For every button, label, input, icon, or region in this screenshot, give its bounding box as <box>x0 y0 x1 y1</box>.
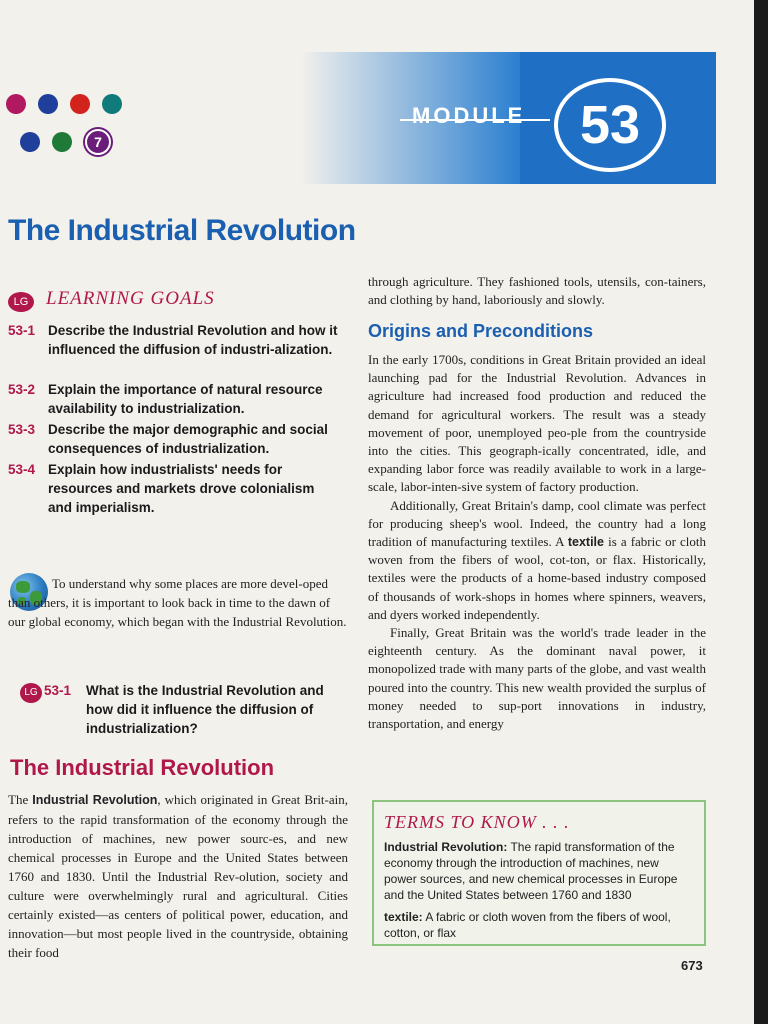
page-number: 673 <box>681 958 703 973</box>
text-run: The <box>8 792 33 807</box>
unit-dot-red <box>70 94 90 114</box>
key-term: textile <box>567 535 604 550</box>
question-text: What is the Industrial Revolution and how did it influence the diffusion of industrialization? <box>86 683 324 736</box>
text-run: , which originated in Great Brit-ain, refers to the rapid transformation of the economy through the introduction of machines, new power sourc-es, and new chemical processes in Europe and the United States between 1760 and 1830. Until the Industrial Rev-olution, society and culture were overwhelmingly rural and agricultural. Cities certainly existed—as centers of political power, education, and innovation—but most people lived in the countryside, obtaining their food <box>8 792 348 960</box>
term-definition <box>384 909 694 941</box>
goal-number: 53-1 <box>8 323 36 338</box>
page-edge-shadow <box>754 0 768 1024</box>
intro-paragraph: To understand why some places are more devel-oped than others, it is important to look back in time to the dawn of our global economy, which began with the Industrial Revolution. <box>8 576 347 629</box>
text-run: Additionally, Great Britain's damp, cool climate was perfect for producing sheep's wool. Indeed, the country had a long tradition of manufacturing textiles. A <box>368 497 706 550</box>
unit-dot-blue <box>20 132 40 152</box>
learning-goal-item <box>8 321 338 359</box>
body-paragraph: In the early 1700s, conditions in Great Britain provided an ideal launching pad for the Industrial Revolution. Advances in agriculture had increased food production and reduced the demand for agricultural workers. The result was a steady movement of poor, unemployed peo-ple from the countryside into the cities. This geograph-ically concentrated, idle, and expanding labor force was readily available to work in a large-scale, labor-inten-sive system of factory production. <box>368 352 706 495</box>
unit-dot-navy <box>38 94 58 114</box>
goal-number: 53-3 <box>8 422 36 437</box>
definition-text: The rapid transformation of the economy through the introduction of machines, new power sources, and new chemical processes in Europe and the United States between 1760 and 1830 <box>384 840 678 902</box>
terms-to-know-box <box>372 800 706 946</box>
page-title: The Industrial Revolution <box>8 214 356 247</box>
section-title: The Industrial Revolution <box>10 755 275 780</box>
right-column-body <box>368 351 706 733</box>
terms-heading: TERMS TO KNOW . . . <box>384 812 570 832</box>
goal-number: 53-2 <box>8 382 36 397</box>
definition-text: A fabric or cloth woven from the fibers of wool, cotton, or flax <box>384 910 671 940</box>
text-run: is a fabric or cloth woven from the fibers of wool, cot-ton, or flax. Historically, textiles were the products of a home-based industry composed of thousands of work-shops in homes where spinners, weavers, and dyers worked independently. <box>368 534 706 622</box>
term-label: textile: <box>384 910 423 924</box>
learning-goal-item <box>8 460 338 517</box>
continued-paragraph: through agriculture. They fashioned tools, utensils, con-tainers, and clothing by hand, laboriously and slowly. <box>368 274 706 308</box>
goal-text: Explain how industrialists' needs for resources and markets drove colonialism and imperialism. <box>48 462 315 515</box>
unit-dot-magenta <box>6 94 26 114</box>
goal-number: 53-4 <box>8 462 36 477</box>
term-definition <box>384 839 694 903</box>
module-number: 53 <box>554 78 666 172</box>
question-badge: LG <box>20 683 42 703</box>
unit-dot-green <box>52 132 72 152</box>
unit-dot-teal <box>102 94 122 114</box>
goal-text: Explain the importance of natural resource availability to industrialization. <box>48 382 323 416</box>
learning-goal-item <box>8 380 338 418</box>
goal-text: Describe the Industrial Revolution and how it influenced the diffusion of industri-alization. <box>48 323 338 357</box>
unit-number-badge: 7 <box>85 129 111 155</box>
key-term: Industrial Revolution <box>32 793 158 807</box>
learning-goal-item <box>8 420 338 458</box>
question-number: 53-1 <box>44 683 72 698</box>
term-label: Industrial Revolution: <box>384 840 508 854</box>
body-paragraph: Finally, Great Britain was the world's trade leader in the eighteenth century. As the dominant naval power, it monopolized trade with many parts of the globe, and vast wealth poured into the country. This new wealth provided the surplus of money needed to sup-port innovations in industry, transportation, and energy <box>368 625 706 732</box>
goal-text: Describe the major demographic and social consequences of industrialization. <box>48 422 328 456</box>
module-label: MODULE <box>412 103 526 128</box>
body-paragraph <box>368 497 706 624</box>
subsection-title: Origins and Preconditions <box>368 321 594 341</box>
learning-goals-heading: LEARNING GOALS <box>46 288 215 309</box>
body-paragraph <box>8 790 348 962</box>
learning-goals-badge: LG <box>8 292 34 312</box>
